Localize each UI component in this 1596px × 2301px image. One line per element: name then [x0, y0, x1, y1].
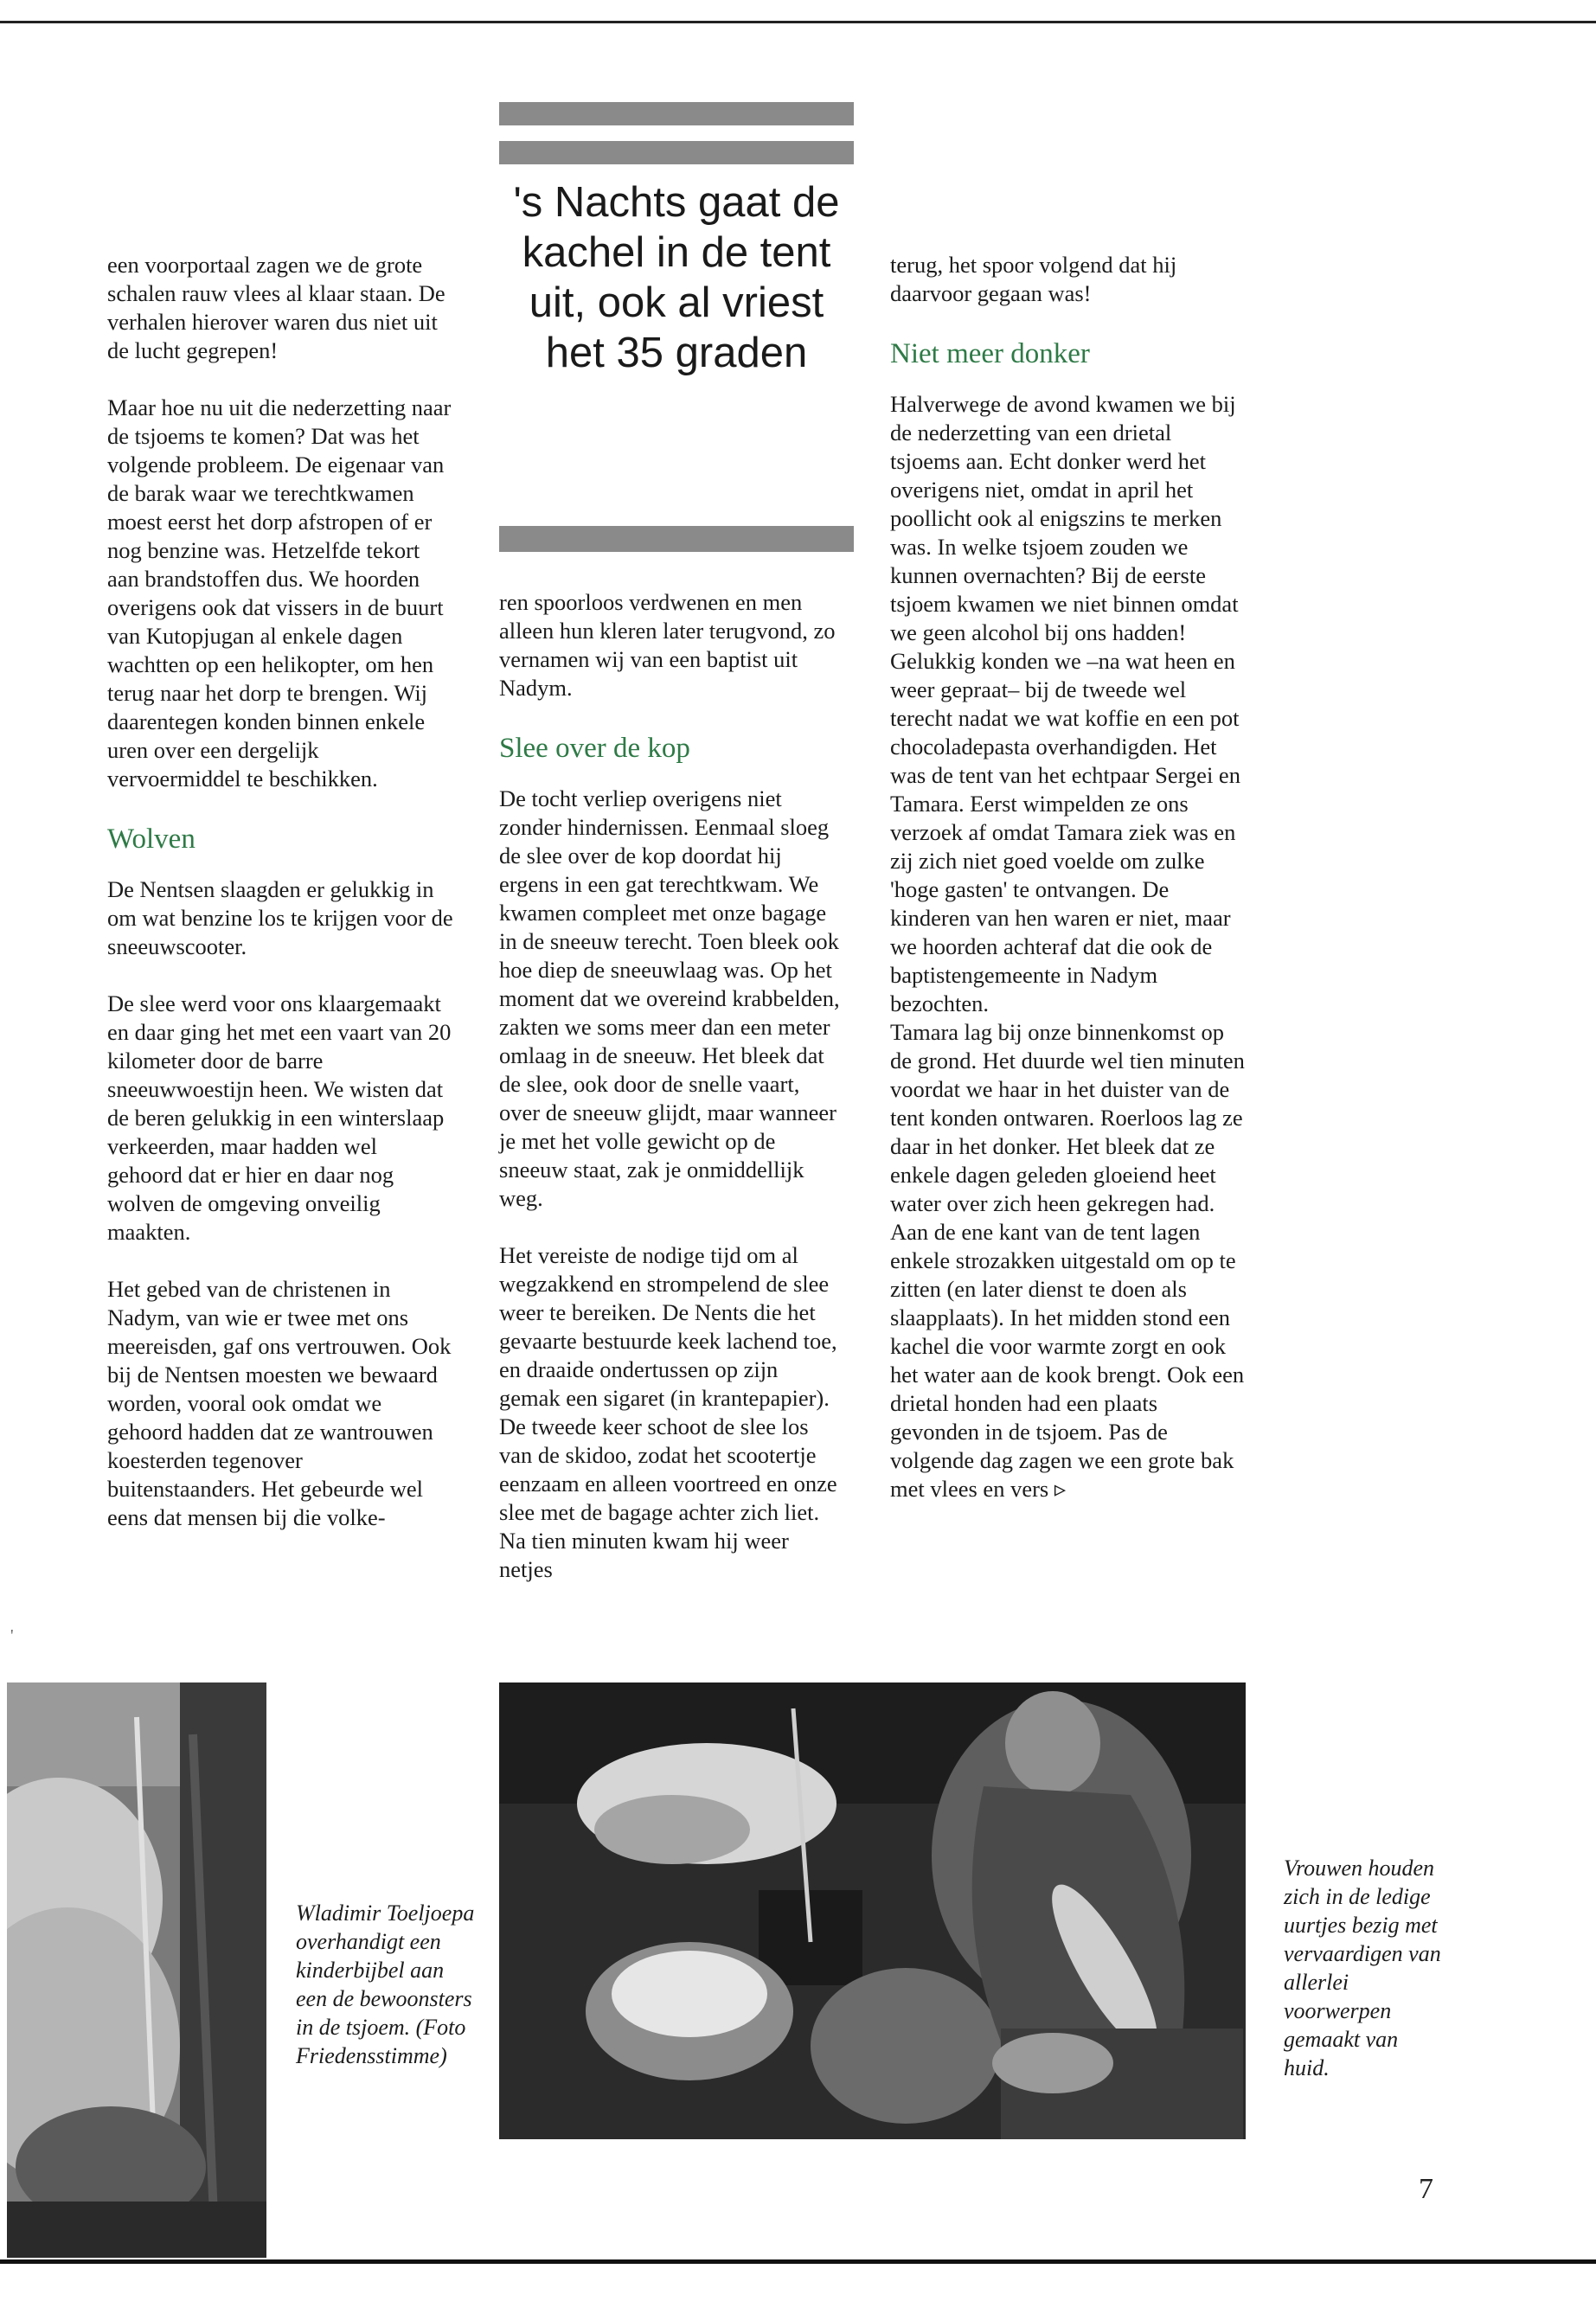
paragraph: een voorportaal zagen we de grote schalen rauw vlees al klaar staan. De verhalen hierover waren dus niet uit de lucht gegrepen! [107, 252, 445, 363]
paragraph: Tamara lag bij onze binnenkomst op de grond. Het duurde wel tien minuten voordat we haar in het duister van de tent konden ontwaren. Roerloos lag ze daar in het donker. Het bleek dat ze enkele dagen geleden gloeiend heet water over zich heen gekregen had. [890, 1019, 1245, 1216]
paragraph: ren spoorloos verdwenen en men alleen hun kleren later terugvond, zo vernamen wij van een baptist uit Nadym. [499, 589, 836, 701]
paragraph: De tocht verliep overigens niet zonder hindernissen. Eenmaal sloeg de slee over de kop doordat hij ergens in een gat terechtkwam. We kwamen compleet met onze bagage in de sneeuw terecht. Toen bleek ook hoe diep de sneeuwlaag was. Op het moment dat we overeind krabbelden, zakten we soms meer dan een meter omlaag in de sneeuw. Het bleek dat de slee, ook door de snelle vaart, over de sneeuw glijdt, maar wanneer je met het volle gewicht op de sneeuw staat, zak je onmiddellijk weg. [499, 785, 840, 1211]
page-number: 7 [1419, 2173, 1433, 2205]
paragraph: Maar hoe nu uit die nederzetting naar de tsjoems te komen? Dat was het volgende probleem. De eigenaar van de barak waar we terechtkwamen moest eerst het dorp afstropen of er nog benzine was. Hetzelfde tekort aan brandstoffen dus. We hoorden overigens ook dat vissers in de buurt van Kutopjugan al enkele dagen wachtten op een helikopter, om hen terug naar het dorp te brengen. Wij daarentegen konden binnen enkele uren over een dergelijk vervoermiddel te beschikken. [107, 394, 452, 792]
top-rule [0, 21, 1596, 23]
paragraph: De Nentsen slaagden er gelukkig in om wat benzine los te krijgen voor de sneeuwscooter. [107, 876, 453, 959]
subheading-slee-over-de-kop: Slee over de kop [499, 733, 690, 764]
article-column-1 [107, 251, 453, 1532]
decorative-bar-top [499, 102, 854, 125]
subheading-wolven: Wolven [107, 824, 195, 855]
paragraph: terug, het spoor volgend dat hij daarvoor gegaan was! [890, 252, 1177, 306]
article-column-2 [499, 588, 843, 1584]
photo-caption-right: Vrouwen houden zich in de ledige uurtjes bezig met vervaardigen van allerlei voorwerpen gemaakt van huid. [1284, 1856, 1441, 2080]
paragraph: De tweede keer schoot de slee los van de skidoo, zodat het scootertje eenzaam en alleen voortreed en onze slee met de bagage achter zich liet. Na tien minuten kwam hij weer netjes [499, 1413, 837, 1582]
paragraph: Het gebed van de christenen in Nadym, van wie er twee met ons meereisden, gaf ons vertrouwen. Ook bij de Nentsen moesten we bewaard worden, vooral ook omdat we gehoord hadden dat ze wantrouwen koesterden tegenover buitenstaanders. Het gebeurde wel eens dat mensen bij die volke- [107, 1276, 452, 1530]
paragraph: De slee werd voor ons klaargemaakt en daar ging het met een vaart van 20 kilometer door de barre sneeuwwoestijn heen. We wisten dat de beren gelukkig in een winterslaap verkeerden, maar hadden wel gehoord dat er hier en daar nog wolven de omgeving onveilig maakten. [107, 990, 452, 1245]
bottom-rule [0, 2259, 1596, 2264]
photo-bible-handover [7, 1682, 266, 2258]
paragraph: Het vereiste de nodige tijd om al wegzakkend en strompelend de slee weer te bereiken. De Nents die het gevaarte bestuurde keek lachend toe, en draaide ondertussen op zijn gemak een sigaret (in krantepapier). [499, 1242, 837, 1411]
decorative-bar-second [499, 141, 854, 164]
pull-quote: 's Nachts gaat de kachel in de tent uit, ook al vriest het 35 graden [513, 179, 840, 376]
margin-mark: ' [10, 1626, 14, 1645]
photo-woman-working-hide [499, 1682, 1246, 2139]
subheading-niet-meer-donker: Niet meer donker [890, 338, 1090, 369]
photo-caption-left: Wladimir Toeljoepa overhandigt een kinderbijbel aan een de bewoonsters in de tsjoem. (Foto Friedensstimme) [296, 1900, 475, 2068]
paragraph: Aan de ene kant van de tent lagen enkele strozakken uitgestald om op te zitten (en later dienst te doen als slaapplaats). In het midden stond een kachel die voor warmte zorgt en ook het water aan de kook brengt. Ook een drietal honden had een plaats gevonden in de tsjoem. Pas de volgende dag zagen we een grote bak met vlees en vers ▹ [890, 1219, 1245, 1502]
article-column-3 [890, 251, 1245, 1503]
decorative-bar-bottom [499, 526, 854, 552]
paragraph: Halverwege de avond kwamen we bij de nederzetting van een drietal tsjoems aan. Echt donker werd het overigens niet, omdat in april het poollicht ook al enigszins te merken was. In welke tsjoem zouden we kunnen overnachten? Bij de eerste tsjoem kwamen we niet binnen omdat we geen alcohol bij ons hadden! Gelukkig konden we –na wat heen en weer gepraat– bij de tweede wel terecht nadat we wat koffie en een pot chocoladepasta overhandigden. Het was de tent van het echtpaar Sergei en Tamara. Eerst wimpelden ze ons verzoek af omdat Tamara ziek was en zij zich niet goed voelde om zulke 'hoge gasten' te ontvangen. De kinderen van hen waren er niet, maar we hoorden achteraf dat die ook de baptistengemeente in Nadym bezochten. [890, 391, 1240, 1016]
